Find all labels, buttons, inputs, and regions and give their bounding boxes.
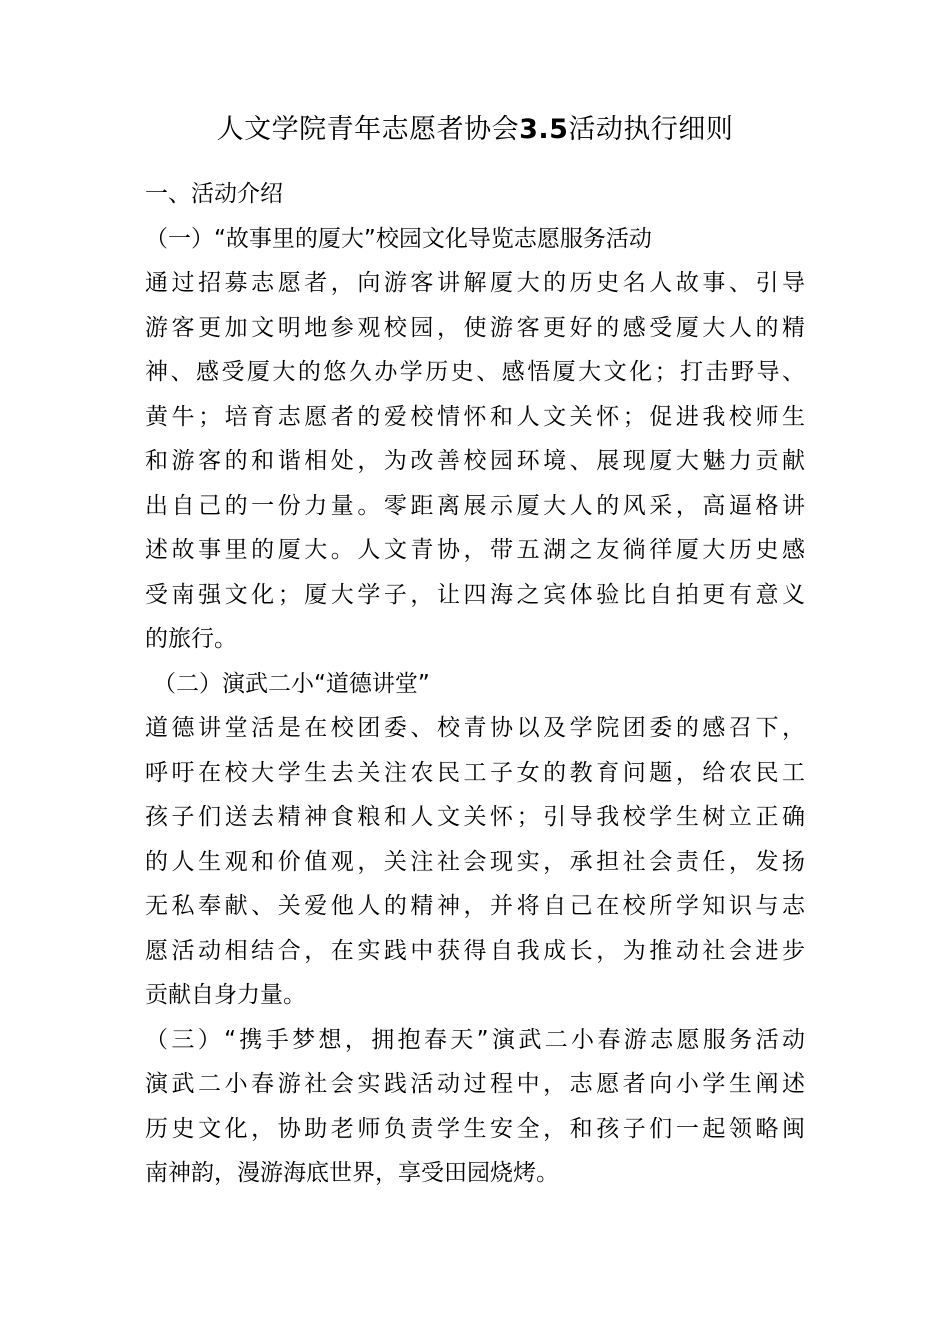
paragraph-line: 游客更加文明地参观校园，使游客更好的感受厦大人的精 (145, 314, 805, 341)
section-heading: 一、活动介绍 (145, 181, 283, 207)
paragraph-line: 演武二小春游社会实践活动过程中，志愿者向小学生阐述 (145, 1071, 805, 1097)
paragraph-line: 愿活动相结合，在实践中获得自我成长，为推动社会进步 (145, 937, 805, 964)
paragraph-line: 通过招募志愿者，向游客讲解厦大的历史名人故事、引导 (145, 270, 805, 296)
paragraph-line: 的人生观和价值观，关注社会现实，承担社会责任，发扬 (145, 848, 805, 875)
paragraph-line: 呼吁在校大学生去关注农民工子女的教育问题，给农民工 (145, 759, 805, 786)
paragraph-line: 南神韵，漫游海底世界，享受田园烧烤。 (145, 1160, 559, 1186)
title-suffix: 活动执行细则 (568, 114, 734, 145)
document-title (0, 108, 950, 152)
paragraph-line: 述故事里的厦大。人文青协，带五湖之友徜徉厦大历史感 (145, 537, 805, 563)
title-prefix: 人文学院青年志愿者协会 (216, 114, 520, 145)
paragraph-line: 和游客的和谐相处，为改善校园环境、展现厦大魅力贡献 (145, 448, 805, 474)
paragraph-line: 历史文化，协助老师负责学生安全，和孩子们一起领略闽 (145, 1115, 805, 1142)
paragraph-line: 的旅行。 (145, 626, 237, 652)
activity-2-heading: （二）演武二小“道德讲堂” (153, 670, 430, 697)
title-number: 3.5 (519, 114, 569, 145)
paragraph-line: 孩子们送去精神食粮和人文关怀；引导我校学生树立正确 (145, 804, 805, 830)
paragraph-line: 贡献自身力量。 (145, 982, 306, 1008)
activity-1-heading: （一）“故事里的厦大”校园文化导览志愿服务活动 (145, 225, 652, 252)
paragraph-line: 受南强文化；厦大学子，让四海之宾体验比自拍更有意义 (145, 581, 805, 608)
paragraph-line: 黄牛；培育志愿者的爱校情怀和人文关怀；促进我校师生 (145, 403, 805, 430)
document-body (145, 172, 805, 1196)
paragraph-line: 出自己的一份力量。零距离展示厦大人的风采，高逼格讲 (145, 492, 805, 519)
paragraph-line: 道德讲堂活是在校团委、校青协以及学院团委的感召下， (145, 715, 805, 741)
paragraph-line: 无私奉献、关爱他人的精神，并将自己在校所学知识与志 (145, 893, 805, 919)
activity-3-heading: （三）“携手梦想，拥抱春天”演武二小春游志愿服务活动 (145, 1026, 805, 1053)
paragraph-line: 神、感受厦大的悠久办学历史、感悟厦大文化；打击野导、 (145, 359, 805, 385)
